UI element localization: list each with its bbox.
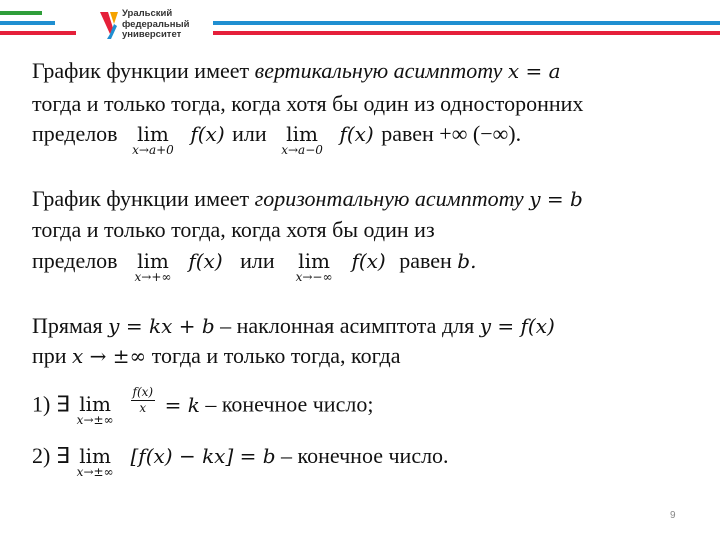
condition-1: 1) ∃ lim x→±∞ $\frac{f(x)}{x}$ = k – конечное число; bbox=[32, 385, 374, 427]
vertical-asymptote-line-3: пределов lim x→a+0 f(x) или lim x→a−0 f(x) равен +∞ (−∞). bbox=[32, 121, 522, 157]
header-stripe-red-right bbox=[213, 31, 720, 35]
vertical-asymptote-term: вертикальную асимптоту bbox=[254, 58, 503, 83]
fraction-f-over-x: $\frac{f(x)}{x}$ bbox=[132, 385, 154, 415]
limit-minus-infinity: lim x→−∞ bbox=[295, 249, 333, 284]
condition-2: 2) ∃ lim x→±∞ [f(x) − kx] = b – конечное число. bbox=[32, 443, 449, 479]
vertical-asymptote-line-2: тогда и только тогда, когда хотя бы один из односторонних bbox=[32, 91, 584, 116]
header-stripe-green bbox=[0, 11, 42, 15]
logo-line-1: Уральский bbox=[122, 8, 173, 19]
horizontal-asymptote-line-2: тогда и только тогда, когда хотя бы один из bbox=[32, 217, 435, 242]
logo-line-3: университет bbox=[122, 29, 182, 40]
limit-a-plus: lim x→a+0 bbox=[132, 122, 174, 157]
logo-line-2: федеральный bbox=[122, 18, 190, 30]
limit-a-minus: lim x→a−0 bbox=[281, 122, 323, 157]
oblique-asymptote-equation: y = kx + b bbox=[108, 314, 215, 338]
header-stripe-blue bbox=[0, 21, 55, 25]
university-name bbox=[122, 9, 189, 41]
vertical-asymptote-line-1: График функции имеет вертикальную асимптоту x = a bbox=[32, 58, 561, 83]
oblique-asymptote-line-2: при x → ±∞ тогда и только тогда, когда bbox=[32, 343, 401, 368]
header-stripe-red bbox=[0, 31, 76, 35]
horizontal-asymptote-equation: y = b bbox=[529, 187, 583, 211]
vertical-asymptote-equation: x = a bbox=[507, 59, 561, 83]
horizontal-asymptote-term: горизонтальную асимптоту bbox=[254, 186, 524, 211]
limit-pm-infinity-1: lim x→±∞ bbox=[76, 392, 114, 427]
university-logo-icon bbox=[99, 11, 119, 41]
limit-plus-infinity: lim x→+∞ bbox=[134, 249, 172, 284]
page-number: 9 bbox=[670, 510, 676, 521]
limit-pm-infinity-2: lim x→±∞ bbox=[76, 444, 114, 479]
horizontal-asymptote-line-1: График функции имеет горизонтальную асимптоту y = b bbox=[32, 186, 583, 211]
horizontal-asymptote-line-3: пределов lim x→+∞ f(x) или lim x→−∞ f(x) равен b. bbox=[32, 248, 477, 284]
header-stripe-blue-right bbox=[213, 21, 720, 25]
oblique-asymptote-line-1: Прямая y = kx + b – наклонная асимптота для y = f(x) bbox=[32, 313, 555, 338]
